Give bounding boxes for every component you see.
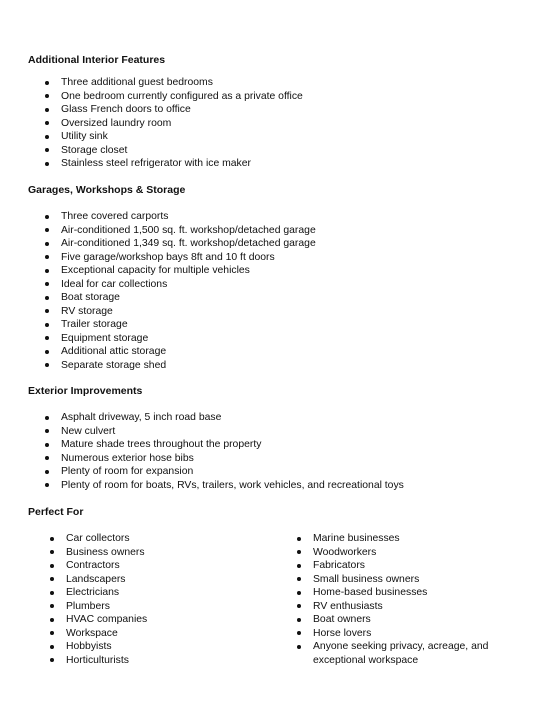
list-item-text: HVAC companies [66,614,148,625]
perfect-for-right-item [297,627,537,641]
list-item-text: Stainless steel refrigerator with ice maker [61,158,251,169]
list-item-text: Horse lovers [313,627,372,639]
list-item-text: Hobbyists [66,641,112,652]
bullet-icon [45,309,49,313]
list-item-text: Asphalt driveway, 5 inch road base [61,412,222,423]
bullet-icon [50,591,54,595]
bullet-icon [50,550,54,554]
perfect-for-right-item [297,532,537,546]
list-item-text: Equipment storage [61,332,149,344]
bullet-icon [50,537,54,541]
bullet-icon [45,215,49,219]
garages-list [45,210,316,372]
perfect-for-right-item [297,573,537,587]
bullet-icon [50,564,54,568]
bullet-icon [50,658,54,662]
perfect-for-left-item [50,559,147,573]
list-item-text: Three covered carports [61,211,169,222]
bullet-icon [297,631,301,635]
bullet-icon [45,148,49,152]
bullet-icon [45,416,49,420]
perfect-for-right-item [297,559,537,573]
perfect-for-left-item [50,586,147,600]
interior-list-item [45,76,303,90]
bullet-icon [45,350,49,354]
list-item-text: Storage closet [61,144,128,156]
garages-list-item [45,224,316,238]
bullet-icon [297,591,301,595]
garages-list-item [45,237,316,251]
perfect-for-left-list [50,532,147,667]
perfect-for-right-item [297,613,537,627]
bullet-icon [45,94,49,98]
list-item-text: New culvert [61,425,116,437]
perfect-for-left-item [50,640,147,654]
list-item-text: Electricians [66,587,120,598]
list-item-text: Contractors [66,560,120,571]
list-item-text: Separate storage shed [61,359,167,371]
exterior-list-item [45,425,404,439]
bullet-icon [45,363,49,367]
list-item-text: Exceptional capacity for multiple vehicles [61,265,250,276]
bullet-icon [45,255,49,259]
bullet-icon [50,618,54,622]
list-item-text: Landscapers [66,573,126,585]
garages-list-item [45,278,316,292]
list-item-text: Three additional guest bedrooms [61,77,213,88]
list-item-text: Air-conditioned 1,500 sq. ft. workshop/detached garage [61,224,316,236]
bullet-icon [45,269,49,273]
bullet-icon [45,336,49,340]
bullet-icon [297,618,301,622]
bullet-icon [45,483,49,487]
bullet-icon [45,135,49,139]
list-item-text: Five garage/workshop bays 8ft and 10 ft doors [61,251,275,263]
list-item-text: Woodworkers [313,546,377,558]
list-item-text: Mature shade trees throughout the property [61,439,262,450]
list-item-text: Fabricators [313,560,365,571]
bullet-icon [297,564,301,568]
interior-list-item [45,130,303,144]
bullet-icon [50,645,54,649]
list-item-text: Small business owners [313,573,420,585]
list-item-text: Boat storage [61,292,120,303]
list-item-text: Anyone seeking privacy, acreage, and exceptional workspace [313,641,489,666]
list-item-text: RV enthusiasts [313,600,383,612]
perfect-for-right-item [297,600,537,614]
exterior-list-item [45,411,404,425]
bullet-icon [45,242,49,246]
bullet-icon [45,228,49,232]
list-item-text: Home-based businesses [313,587,428,598]
list-item-text: Numerous exterior hose bibs [61,452,194,464]
garages-list-item [45,305,316,319]
garages-list-item [45,359,316,373]
garages-list-item [45,251,316,265]
bullet-icon [45,443,49,447]
list-item-text: Plenty of room for boats, RVs, trailers, work vehicles, and recreational toys [61,479,404,491]
list-item-text: RV storage [61,305,113,317]
exterior-list-item [45,479,404,493]
interior-list-item [45,103,303,117]
perfect-for-left-item [50,613,147,627]
perfect-for-right-item [297,546,537,560]
list-item-text: Trailer storage [61,319,128,330]
bullet-icon [45,121,49,125]
list-item-text: Oversized laundry room [61,117,172,129]
list-item-text: Marine businesses [313,533,400,544]
interior-heading: Additional Interior Features [28,54,166,66]
interior-list [45,76,303,171]
perfect-for-left-item [50,600,147,614]
list-item-text: Plumbers [66,600,110,612]
garages-list-item [45,332,316,346]
bullet-icon [297,645,301,649]
interior-list-item [45,90,303,104]
list-item-text: Utility sink [61,131,108,142]
perfect-for-left-item [50,532,147,546]
list-item-text: Business owners [66,546,145,558]
exterior-list-item [45,438,404,452]
list-item-text: Horticulturists [66,654,129,666]
list-item-text: Air-conditioned 1,349 sq. ft. workshop/detached garage [61,238,316,249]
garages-list-item [45,345,316,359]
interior-list-item [45,117,303,131]
garages-list-item [45,318,316,332]
perfect-for-right-item [297,640,537,667]
list-item-text: Glass French doors to office [61,104,191,115]
perfect-for-left-item [50,546,147,560]
list-item-text: Workspace [66,627,118,639]
bullet-icon [45,323,49,327]
exterior-heading: Exterior Improvements [28,385,143,397]
bullet-icon [50,631,54,635]
perfect-for-right-item [297,586,537,600]
list-item-text: Plenty of room for expansion [61,466,194,477]
bullet-icon [45,470,49,474]
garages-list-item [45,210,316,224]
bullet-icon [45,282,49,286]
bullet-icon [50,604,54,608]
exterior-list-item [45,452,404,466]
bullet-icon [297,604,301,608]
exterior-list-item [45,465,404,479]
bullet-icon [50,577,54,581]
exterior-list [45,411,404,492]
perfect-for-right-list [297,532,537,667]
garages-list-item [45,291,316,305]
perfect-for-left-item [50,654,147,668]
list-item-text: Car collectors [66,533,130,544]
bullet-icon [297,577,301,581]
bullet-icon [45,456,49,460]
list-item-text: Boat owners [313,614,371,625]
garages-heading: Garages, Workshops & Storage [28,184,186,196]
list-item-text: Additional attic storage [61,346,167,357]
perfect-for-left-item [50,573,147,587]
interior-list-item [45,144,303,158]
list-item-text: One bedroom currently configured as a private office [61,90,303,102]
bullet-icon [45,162,49,166]
garages-list-item [45,264,316,278]
bullet-icon [45,108,49,112]
perfect-for-left-item [50,627,147,641]
bullet-icon [45,296,49,300]
bullet-icon [297,537,301,541]
bullet-icon [45,429,49,433]
list-item-text: Ideal for car collections [61,278,168,290]
perfect-for-heading: Perfect For [28,506,84,518]
interior-list-item [45,157,303,171]
bullet-icon [45,81,49,85]
bullet-icon [297,550,301,554]
